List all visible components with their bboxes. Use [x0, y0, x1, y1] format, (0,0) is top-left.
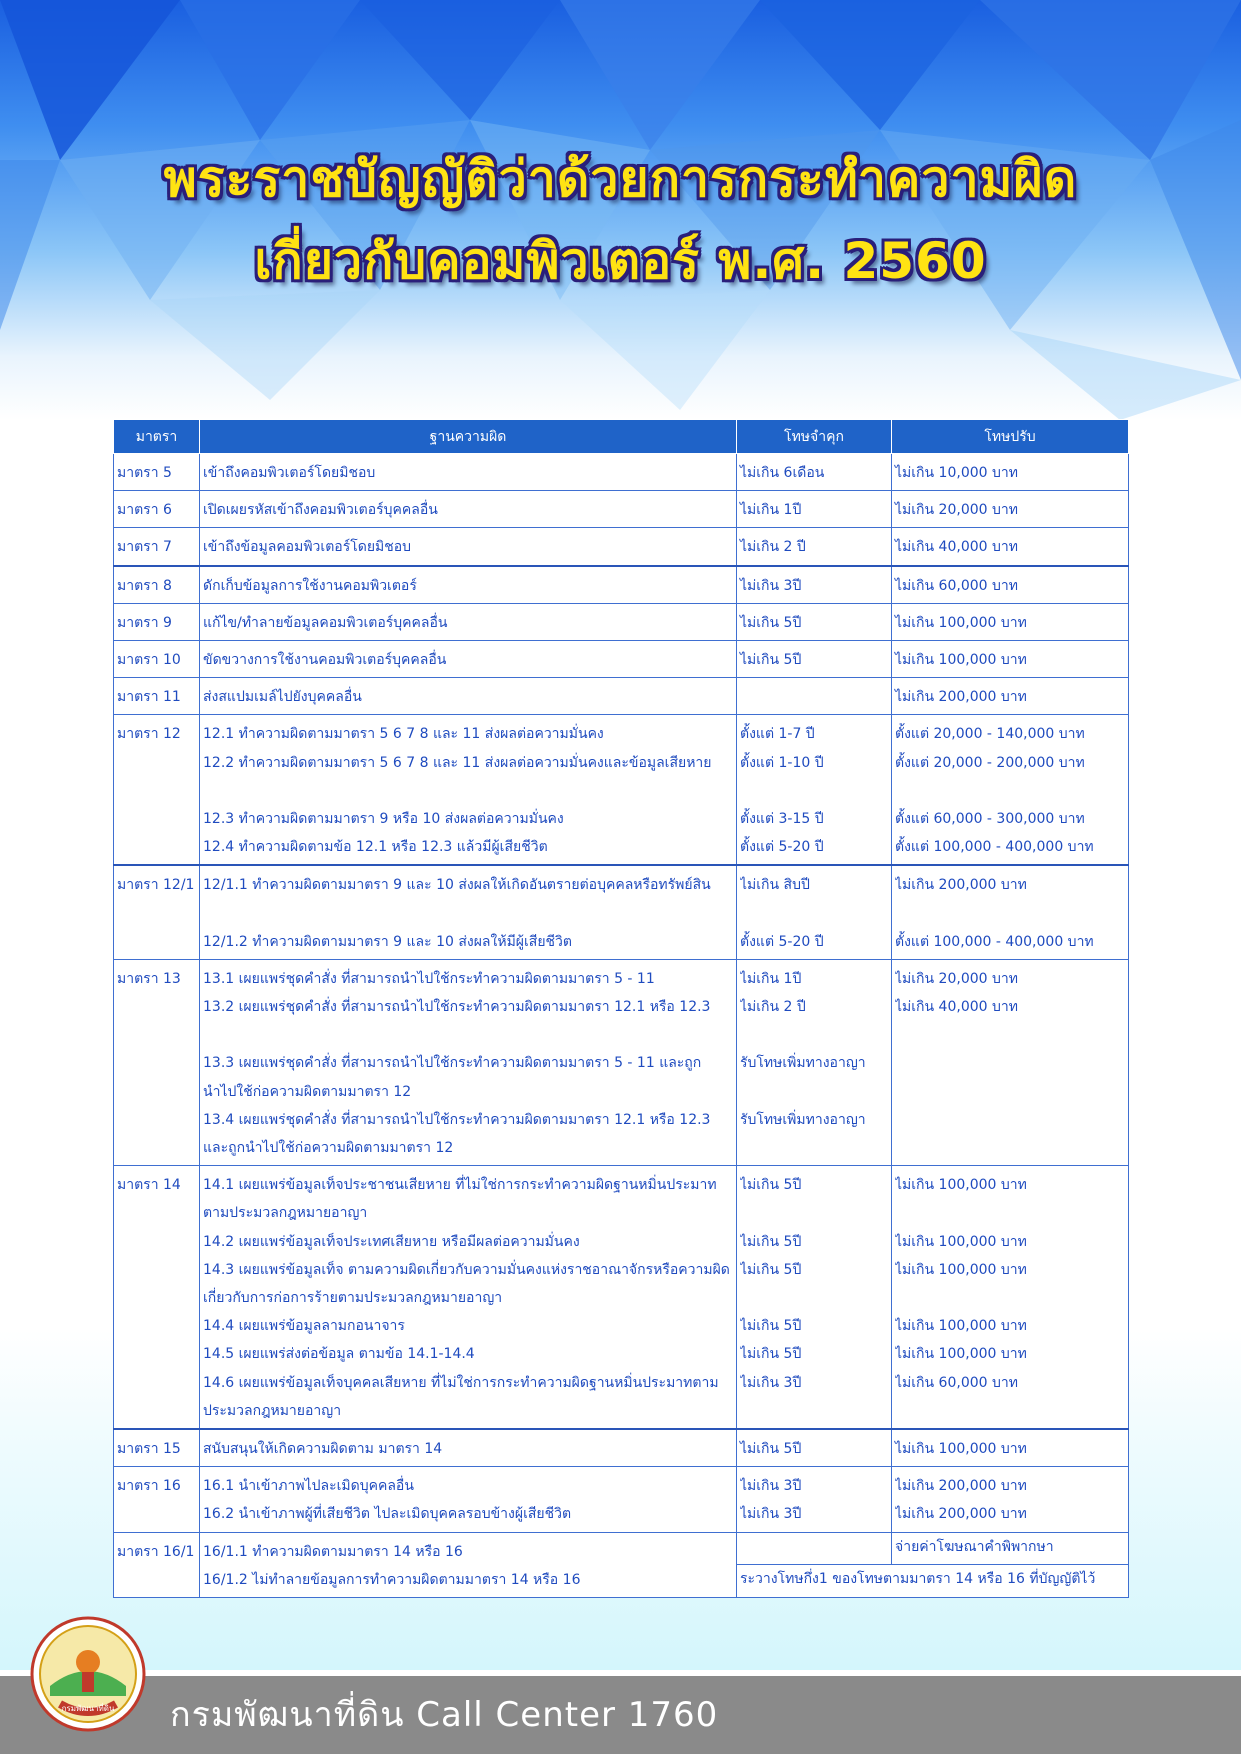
prison-line: ตั้งแต่ 1-7 ปี [740, 726, 815, 743]
fine-line [895, 1106, 1125, 1134]
fine-line: ไม่เกิน 100,000 บาท [895, 1318, 1027, 1335]
table-row-s14 [114, 1166, 1129, 1429]
fine-cell: ไม่เกิน 60,000 บาท [892, 566, 1129, 604]
fine-cell: ไม่เกิน 20,000 บาท [892, 491, 1129, 528]
penalty-table [113, 419, 1129, 1598]
fine-line [895, 900, 1125, 928]
fine-cell: ไม่เกิน 200,000 บาท [892, 678, 1129, 715]
fine-cell: ไม่เกิน 10,000 บาท [892, 454, 1129, 491]
table-row-s13 [114, 959, 1129, 1165]
offense-line: 12/1.1 ทำความผิดตามมาตรา 9 และ 10 ส่งผลให้เกิดอันตรายต่อบุคคลหรือทรัพย์สิน [203, 877, 711, 894]
fine-cell [892, 1467, 1129, 1532]
fine-line [895, 1199, 1125, 1227]
fine-line [895, 1134, 1125, 1162]
prison-line [740, 1078, 888, 1106]
fine-line [895, 1021, 1125, 1049]
fine-line: ไม่เกิน 40,000 บาท [895, 999, 1018, 1016]
table-row-s15 [114, 1429, 1129, 1467]
prison-line [740, 1284, 888, 1312]
offense-line: 14.6 เผยแพร่ข้อมูลเท็จบุคคลเสียหาย ที่ไม่ใช่การกระทำความผิดฐานหมิ่นประมาทตาม [203, 1374, 719, 1391]
prison-line: ไม่เกิน 5ปี [740, 1233, 802, 1250]
fine-line: ตั้งแต่ 20,000 - 200,000 บาท [895, 754, 1085, 771]
section-cell: มาตรา 12/1 [114, 865, 200, 959]
offense-line: 12/1.2 ทำความผิดตามมาตรา 9 และ 10 ส่งผลให้มีผู้เสียชีวิต [203, 933, 572, 950]
fine-line: ไม่เกิน 100,000 บาท [895, 1346, 1027, 1363]
offense-cell [200, 715, 737, 865]
offense-line: 16.1 นำเข้าภาพไปละเมิดบุคคลอื่น [203, 1478, 414, 1495]
offense-line: และถูกนำไปใช้ก่อความผิดตามมาตรา 12 [203, 1140, 454, 1157]
table-row [114, 603, 1129, 640]
fine-cell [892, 959, 1129, 1165]
prison-line: รับโทษเพิ่มทางอาญา [740, 1055, 866, 1072]
offense-line: 12.2 ทำความผิดตามมาตรา 5 6 7 8 และ 11 ส่งผลต่อความมั่นคงและข้อมูลเสียหาย [203, 754, 712, 771]
svg-text:กรมพัฒนาที่ดิน: กรมพัฒนาที่ดิน [61, 1704, 115, 1713]
offense-cell [200, 865, 737, 959]
prison-line: ไม่เกิน 2 ปี [740, 999, 806, 1016]
table-row-s12 [114, 715, 1129, 865]
prison-line [740, 900, 888, 928]
section-cell: มาตรา 10 [114, 641, 200, 678]
prison-cell [737, 1166, 892, 1429]
fine-line: ไม่เกิน 200,000 บาท [895, 1478, 1027, 1495]
prison-cell [737, 865, 892, 959]
fine-cell: ไม่เกิน 40,000 บาท [892, 528, 1129, 566]
offense-line: 14.3 เผยแพร่ข้อมูลเท็จ ตามความผิดเกี่ยวกับความมั่นคงแห่งราชอาณาจักรหรือความผิด [203, 1261, 730, 1278]
offense-cell: เข้าถึงคอมพิวเตอร์โดยมิชอบ [200, 454, 737, 491]
offense-cell: ส่งสแปมเมล์ไปยังบุคคลอื่น [200, 678, 737, 715]
offense-cell [200, 1467, 737, 1532]
table-row [114, 566, 1129, 604]
offense-cell [200, 1532, 737, 1597]
fine-line [895, 1284, 1125, 1312]
offense-cell: เปิดเผยรหัสเข้าถึงคอมพิวเตอร์บุคคลอื่น [200, 491, 737, 528]
prison-cell: ไม่เกิน 5ปี [737, 603, 892, 640]
section-cell: มาตรา 13 [114, 959, 200, 1165]
section-cell: มาตรา 16 [114, 1467, 200, 1532]
fine-line: ไม่เกิน 60,000 บาท [895, 1374, 1018, 1391]
offense-cell [200, 959, 737, 1165]
table-row-s16-1a [114, 1532, 1129, 1565]
table-row-s16 [114, 1467, 1129, 1532]
prison-line [740, 777, 888, 805]
offense-line: ประมวลกฎหมายอาญา [203, 1402, 342, 1419]
prison-line [740, 1397, 888, 1425]
table-row [114, 678, 1129, 715]
prison-line: ตั้งแต่ 5-20 ปี [740, 839, 824, 856]
section-cell: มาตรา 6 [114, 491, 200, 528]
table-row [114, 528, 1129, 566]
prison-line: ตั้งแต่ 5-20 ปี [740, 933, 824, 950]
fine-cell: ไม่เกิน 100,000 บาท [892, 641, 1129, 678]
prison-cell: ไม่เกิน 6เดือน [737, 454, 892, 491]
merged-penalty-cell: ระวางโทษกึ่ง1 ของโทษตามมาตรา 14 หรือ 16 ที่บัญญัติไว้ [737, 1565, 1129, 1598]
table-row-s12-1 [114, 865, 1129, 959]
offense-cell [200, 1166, 737, 1429]
offense-line [203, 777, 733, 805]
prison-cell [737, 959, 892, 1165]
offense-line: เกี่ยวกับการก่อการร้ายตามประมวลกฎหมายอาญา [203, 1289, 503, 1306]
table-header-row [114, 420, 1129, 454]
header-section: มาตรา [114, 420, 200, 454]
fine-line: ไม่เกิน 200,000 บาท [895, 877, 1027, 894]
section-cell: มาตรา 16/1 [114, 1532, 200, 1597]
fine-line: ตั้งแต่ 60,000 - 300,000 บาท [895, 810, 1085, 827]
offense-line: นำไปใช้ก่อความผิดตามมาตรา 12 [203, 1083, 412, 1100]
title-line-1: พระราชบัญญัติว่าด้วยการกระทำความผิด [163, 150, 1078, 208]
offense-cell: ขัดขวางการใช้งานคอมพิวเตอร์บุคคลอื่น [200, 641, 737, 678]
offense-line: 13.3 เผยแพร่ชุดคำสั่ง ที่สามารถนำไปใช้กระทำความผิดตามมาตรา 5 - 11 และถูก [203, 1055, 702, 1072]
offense-line [203, 1021, 733, 1049]
section-cell: มาตรา 5 [114, 454, 200, 491]
offense-line: 14.5 เผยแพร่ส่งต่อข้อมูล ตามข้อ 14.1-14.4 [203, 1346, 475, 1363]
offense-line: 12.1 ทำความผิดตามมาตรา 5 6 7 8 และ 11 ส่งผลต่อความมั่นคง [203, 726, 604, 743]
fine-line: ไม่เกิน 200,000 บาท [895, 1506, 1027, 1523]
fine-line: ตั้งแต่ 100,000 - 400,000 บาท [895, 839, 1094, 856]
prison-line: ไม่เกิน 3ปี [740, 1506, 802, 1523]
prison-line: ไม่เกิน 5ปี [740, 1346, 802, 1363]
fine-line: ตั้งแต่ 20,000 - 140,000 บาท [895, 726, 1085, 743]
fine-line: ไม่เกิน 100,000 บาท [895, 1261, 1027, 1278]
footer-text: กรมพัฒนาที่ดิน Call Center 1760 [170, 1695, 719, 1735]
prison-cell [737, 715, 892, 865]
fine-line: ไม่เกิน 100,000 บาท [895, 1233, 1027, 1250]
offense-line: 13.2 เผยแพร่ชุดคำสั่ง ที่สามารถนำไปใช้กระทำความผิดตามมาตรา 12.1 หรือ 12.3 [203, 999, 711, 1016]
offense-cell: ดักเก็บข้อมูลการใช้งานคอมพิวเตอร์ [200, 566, 737, 604]
prison-line [740, 1021, 888, 1049]
fine-cell: ไม่เกิน 100,000 บาท [892, 603, 1129, 640]
prison-line: ไม่เกิน 1ปี [740, 970, 802, 987]
fine-cell [892, 715, 1129, 865]
prison-line: รับโทษเพิ่มทางอาญา [740, 1111, 866, 1128]
title-line-2: เกี่ยวกับคอมพิวเตอร์ พ.ศ. 2560 [254, 232, 987, 290]
section-cell: มาตรา 8 [114, 566, 200, 604]
table-row [114, 454, 1129, 491]
prison-line: ไม่เกิน สิบปี [740, 877, 810, 894]
fine-line: ไม่เกิน 100,000 บาท [895, 1177, 1027, 1194]
prison-cell [737, 678, 892, 715]
fine-cell: จ่ายค่าโฆษณาคำพิพากษา [892, 1532, 1129, 1565]
prison-line: ตั้งแต่ 1-10 ปี [740, 754, 824, 771]
prison-cell: ไม่เกิน 2 ปี [737, 528, 892, 566]
offense-cell: เข้าถึงข้อมูลคอมพิวเตอร์โดยมิชอบ [200, 528, 737, 566]
prison-line [740, 1199, 888, 1227]
section-cell: มาตรา 15 [114, 1429, 200, 1467]
prison-cell: ไม่เกิน 5ปี [737, 1429, 892, 1467]
offense-line: 14.1 เผยแพร่ข้อมูลเท็จประชาชนเสียหาย ที่ไม่ใช่การกระทำความผิดฐานหมิ่นประมาท [203, 1177, 717, 1194]
offense-cell: แก้ไข/ทำลายข้อมูลคอมพิวเตอร์บุคคลอื่น [200, 603, 737, 640]
section-cell: มาตรา 12 [114, 715, 200, 865]
prison-cell [737, 1532, 892, 1565]
offense-line: 13.4 เผยแพร่ชุดคำสั่ง ที่สามารถนำไปใช้กระทำความผิดตามมาตรา 12.1 หรือ 12.3 [203, 1111, 711, 1128]
offense-line: ตามประมวลกฎหมายอาญา [203, 1205, 368, 1222]
fine-line [895, 1397, 1125, 1425]
prison-line [740, 1134, 888, 1162]
fine-cell [892, 1166, 1129, 1429]
header-prison: โทษจำคุก [737, 420, 892, 454]
fine-line: ไม่เกิน 20,000 บาท [895, 970, 1018, 987]
prison-line: ไม่เกิน 5ปี [740, 1261, 802, 1278]
fine-cell: ไม่เกิน 100,000 บาท [892, 1429, 1129, 1467]
fine-line [895, 777, 1125, 805]
prison-cell: ไม่เกิน 3ปี [737, 566, 892, 604]
offense-line: 12.4 ทำความผิดตามข้อ 12.1 หรือ 12.3 แล้วมีผู้เสียชีวิต [203, 839, 548, 856]
section-cell: มาตรา 9 [114, 603, 200, 640]
offense-cell: สนับสนุนให้เกิดความผิดตาม มาตรา 14 [200, 1429, 737, 1467]
offense-line: 16/1.2 ไม่ทำลายข้อมูลการทำความผิดตามมาตรา 14 หรือ 16 [203, 1571, 581, 1588]
offense-line: 13.1 เผยแพร่ชุดคำสั่ง ที่สามารถนำไปใช้กระทำความผิดตามมาตรา 5 - 11 [203, 970, 655, 987]
fine-line [895, 1078, 1125, 1106]
header-fine: โทษปรับ [892, 420, 1129, 454]
prison-line: ไม่เกิน 3ปี [740, 1374, 802, 1391]
offense-line: 14.4 เผยแพร่ข้อมูลลามกอนาจาร [203, 1318, 405, 1335]
prison-cell: ไม่เกิน 5ปี [737, 641, 892, 678]
prison-cell: ไม่เกิน 1ปี [737, 491, 892, 528]
offense-line: 16/1.1 ทำความผิดตามมาตรา 14 หรือ 16 [203, 1543, 463, 1560]
prison-cell [737, 1467, 892, 1532]
offense-line [203, 900, 733, 928]
table-row [114, 491, 1129, 528]
prison-line: ตั้งแต่ 3-15 ปี [740, 810, 824, 827]
section-cell: มาตรา 11 [114, 678, 200, 715]
offense-line: 16.2 นำเข้าภาพผู้ที่เสียชีวิต ไปละเมิดบุคคลรอบข้างผู้เสียชีวิต [203, 1506, 572, 1523]
section-cell: มาตรา 7 [114, 528, 200, 566]
offense-line: 12.3 ทำความผิดตามมาตรา 9 หรือ 10 ส่งผลต่อความมั่นคง [203, 810, 564, 827]
prison-line: ไม่เกิน 3ปี [740, 1478, 802, 1495]
department-logo-icon [30, 1616, 146, 1732]
table-row [114, 641, 1129, 678]
fine-cell [892, 865, 1129, 959]
offense-line: 14.2 เผยแพร่ข้อมูลเท็จประเทศเสียหาย หรือมีผลต่อความมั่นคง [203, 1233, 580, 1250]
prison-line: ไม่เกิน 5ปี [740, 1318, 802, 1335]
fine-line: ตั้งแต่ 100,000 - 400,000 บาท [895, 933, 1094, 950]
header-offense: ฐานความผิด [200, 420, 737, 454]
prison-line: ไม่เกิน 5ปี [740, 1177, 802, 1194]
section-cell: มาตรา 14 [114, 1166, 200, 1429]
fine-line [895, 1049, 1125, 1077]
